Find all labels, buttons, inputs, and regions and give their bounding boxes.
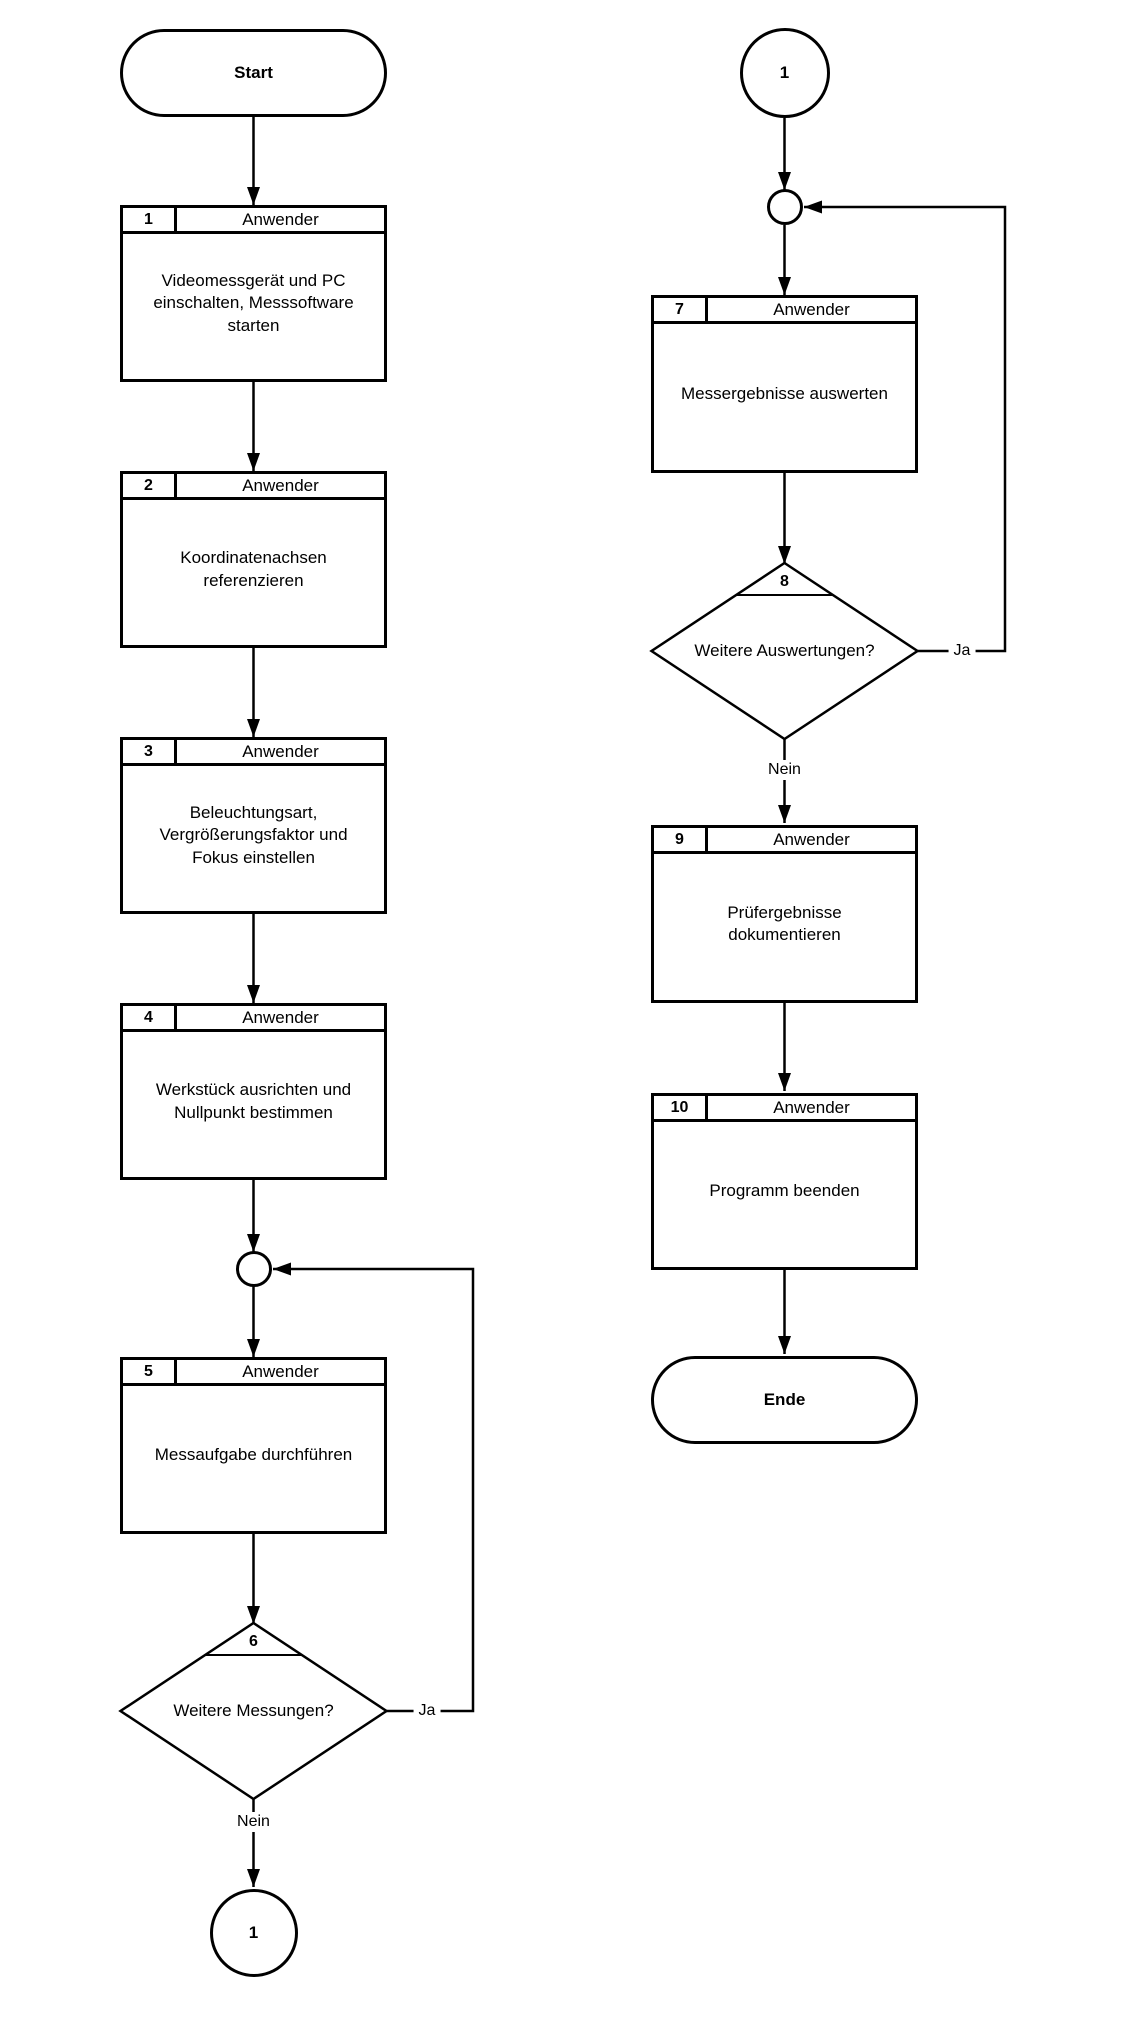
connector-circle-entry-label: 1	[779, 63, 790, 82]
process-box-9-role: Anwender	[773, 829, 850, 849]
process-box-10	[651, 1093, 918, 1270]
process-box-2-number: 2	[123, 474, 177, 497]
decision-6-question: Weitere Messungen?	[173, 1701, 334, 1720]
process-box-9-number: 9	[654, 828, 708, 851]
process-box-1-role: Anwender	[242, 209, 319, 229]
process-box-2-body	[123, 500, 384, 645]
process-box-1	[120, 205, 387, 382]
process-box-3	[120, 737, 387, 914]
process-box-7-role: Anwender	[773, 299, 850, 319]
process-box-4-header	[123, 1006, 384, 1032]
process-box-5	[120, 1357, 387, 1534]
process-box-5-number: 5	[123, 1360, 177, 1383]
process-box-1-header	[123, 208, 384, 234]
process-box-7-body	[654, 324, 915, 470]
decision-6-ja-label: Ja	[414, 1701, 441, 1721]
process-box-10-number: 10	[654, 1096, 708, 1119]
process-box-10-role: Anwender	[773, 1097, 850, 1117]
process-box-10-header	[654, 1096, 915, 1122]
process-box-7	[651, 295, 918, 473]
connector-circle-exit	[210, 1889, 298, 1977]
process-box-2-text: Koordinatenachsen referenzieren	[180, 548, 327, 590]
process-box-3-role: Anwender	[242, 741, 319, 761]
process-box-9-body	[654, 854, 915, 1000]
process-box-9	[651, 825, 918, 1003]
process-box-1-text: Videomessgerät und PC einschalten, Messsoftware starten	[153, 271, 354, 335]
process-box-2-role: Anwender	[242, 475, 319, 495]
process-box-4-body	[123, 1032, 384, 1177]
process-box-3-number: 3	[123, 740, 177, 763]
process-box-5-text: Messaufgabe durchführen	[154, 1445, 353, 1465]
end-label: Ende	[763, 1390, 806, 1409]
process-box-1-number: 1	[123, 208, 177, 231]
process-box-4-number: 4	[123, 1006, 177, 1029]
process-box-5-body	[123, 1386, 384, 1531]
start-terminator	[120, 29, 387, 117]
end-terminator	[651, 1356, 918, 1444]
process-box-7-text: Messergebnisse auswerten	[681, 383, 888, 403]
merge-junction-right	[767, 189, 803, 225]
process-box-1-body	[123, 234, 384, 379]
decision-6-nein-label: Nein	[232, 1812, 275, 1832]
connector-circle-entry	[740, 28, 830, 118]
process-box-9-header	[654, 828, 915, 854]
process-box-10-body	[654, 1122, 915, 1267]
process-box-2-header	[123, 474, 384, 500]
decision-6-number: 6	[249, 1633, 258, 1650]
process-box-3-text: Beleuchtungsart, Vergrößerungsfaktor und Fokus einstellen	[159, 803, 348, 867]
process-box-4-text: Werkstück ausrichten und Nullpunkt bestimmen	[155, 1080, 352, 1122]
process-box-5-role: Anwender	[242, 1361, 319, 1381]
decision-8-question: Weitere Auswertungen?	[694, 641, 875, 660]
start-label: Start	[234, 63, 273, 82]
decision-8-ja-label: Ja	[949, 641, 976, 661]
merge-junction-left	[236, 1251, 272, 1287]
process-box-7-header	[654, 298, 915, 324]
connector-circle-exit-label: 1	[248, 1923, 259, 1942]
process-box-10-text: Programm beenden	[709, 1181, 860, 1201]
process-box-5-header	[123, 1360, 384, 1386]
process-box-3-body	[123, 766, 384, 911]
process-box-7-number: 7	[654, 298, 708, 321]
decision-8-nein-label: Nein	[763, 760, 806, 780]
process-box-3-header	[123, 740, 384, 766]
process-box-9-text: Prüfergebnisse dokumentieren	[727, 902, 842, 944]
process-box-2	[120, 471, 387, 648]
process-box-4-role: Anwender	[242, 1007, 319, 1027]
process-box-4	[120, 1003, 387, 1180]
decision-8-number: 8	[780, 573, 789, 590]
